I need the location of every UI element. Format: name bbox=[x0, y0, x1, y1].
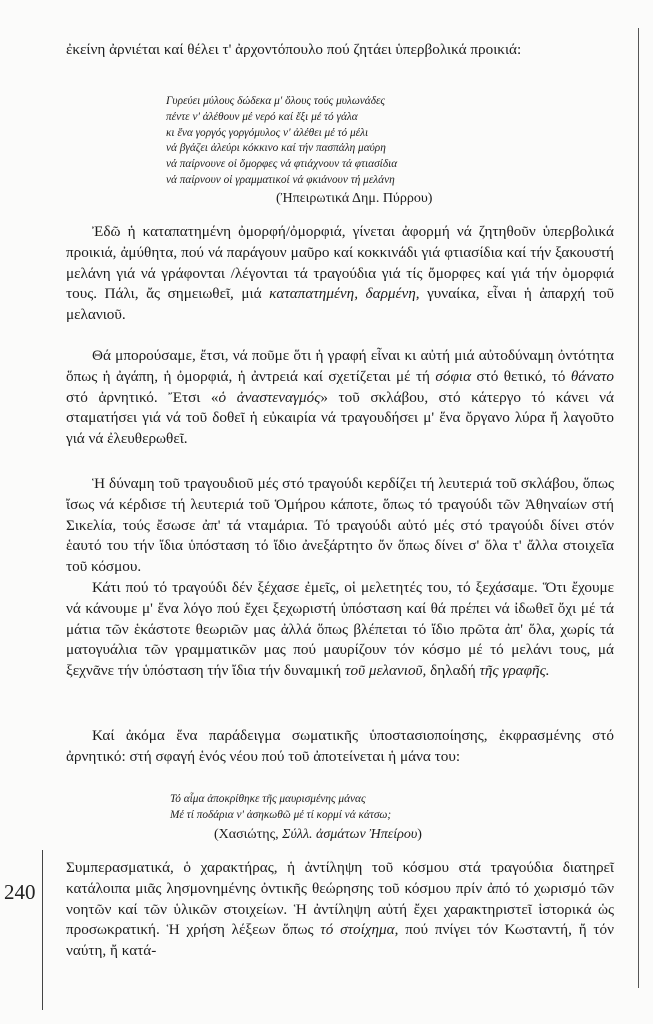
verse-line: νά παίρνουν οἱ γραμματικοί νά φκιάνουν τή μελάνη bbox=[166, 173, 395, 186]
verse-line: Τό αἷμα ἀποκρίθηκε τῆς μαυρισμένης μάνας bbox=[170, 793, 366, 805]
paragraph-5 bbox=[66, 726, 614, 768]
emphasis-text: τό στοίχημα bbox=[320, 921, 395, 939]
emphasis-text: ὁ ἀναστεναγμός bbox=[218, 388, 321, 406]
paragraph-text: » τοῦ σκλάβου, στό κάτεργο τό κάνει νά σταματήσει γιά νά τοῦ δοθεῖ ἡ εὐκαιρία νά τραγουδήσει μ' ἕνα ὄργανο λύρα ἤ λαγοῦτο γιά νά ἐλευθερωθεῖ. bbox=[66, 388, 614, 448]
left-margin-rule bbox=[42, 850, 43, 1010]
paragraph-4 bbox=[66, 578, 614, 682]
verse-line: Γυρεύει μύλους δώδεκα μ' ὅλους τούς μυλωνάδες bbox=[166, 95, 386, 107]
page-number: 240 bbox=[4, 880, 36, 904]
emphasis-text: καταπατημένη, δαρμένη, bbox=[269, 285, 420, 303]
verse-line: πέντε ν' ἀλέθουν μέ νερό καί ἕξι μέ τό γάλα bbox=[166, 110, 358, 123]
emphasis-text: τοῦ μελανιοῦ, bbox=[345, 662, 427, 680]
emphasis-text: σόφια bbox=[435, 367, 472, 385]
paragraph-1 bbox=[66, 222, 614, 326]
right-margin-rule bbox=[638, 28, 639, 988]
verse-line: Μέ τί ποδάρια ν' ἀσηκωθῶ μέ τί κορμί νά κάτσω; bbox=[170, 808, 392, 821]
paragraph-text: Ἐδῶ ἡ καταπατημένη ὀμορφή/ὀμορφιά, γίνεται ἀφορμή νά ζητηθοῦν ὑπερβολικά προικιά, ἀμύθητα, πού νά παράγουν μαῦρο καί κοκκινάδι γιά φτιασίδια καί τήν ξακουστή μελάνη γιά νά γράφονται /λέγονται τά τραγούδια γιά τίς ὄμορφες καί γιά τήν ὀμορφιά τους. Πάλι, ἄς σημειωθεῖ, μιά bbox=[66, 223, 614, 303]
paragraph-text: γυναίκα, εἶναι ἡ ἀπαρχή τοῦ μελανιοῦ. bbox=[66, 285, 614, 324]
paragraph-text: στό θετικό, τό bbox=[471, 367, 571, 385]
verse-line: κι ἕνα γοργός γοργόμυλος ν' ἀλέθει μέ τό μέλι bbox=[166, 126, 369, 139]
intro-paragraph: ἐκείνη ἀρνιέται καί θέλει τ' ἀρχοντόπουλο πού ζητάει ὑπερβολικά προικιά: bbox=[66, 41, 522, 58]
paragraph-2 bbox=[66, 346, 614, 450]
paragraph-text: δηλαδή bbox=[426, 662, 480, 680]
verse-line: νά παίρνουνε οἱ ὄμορφες νά φτιάχνουν τά φτιασίδια bbox=[166, 158, 398, 171]
paragraph-text: Κάτι πού τό τραγούδι δέν ξέχασε ἐμεῖς, οἱ μελετητές του, τό ξεχάσαμε. Ὅτι ἔχουμε νά κάνουμε μ' ἕνα λόγο πού ἔχει ξεχωριστή ὑπόσταση καί θά πρέπει νά ἰδωθεῖ ὄχι μέ τά μάτια τῶν ἑκάστοτε θεωριῶν μας ἀλλά ὅπως βλέπεται τό ἴδιο πρῶτα ἀπ' ὅλα, χωρίς τά ματογυάλια τῶν γραμματικῶν μας πού μαυρίζουν τόν κόσμο μέ τό μελάνι τους, μά ξεχνᾶνε τήν ὑπόσταση τήν ἴδια τήν δυναμική bbox=[66, 579, 614, 680]
verse-1-source: (Ἠπειρωτικά Δημ. Πύρρου) bbox=[276, 191, 433, 206]
paragraph-6 bbox=[66, 858, 614, 962]
verse-block-1 bbox=[166, 94, 566, 189]
paragraph-text: , πού πνίγει τόν Κωσταντή, ἤ τόν ναύτη, ἤ κατά- bbox=[66, 921, 614, 960]
paragraph-text: Συμπερασματικά, ὁ χαρακτήρας, ἡ ἀντίληψη τοῦ κόσμου στά τραγούδια διατηρεῖ κατάλοιπα μιᾶς λησμονημένης ὀντικῆς θεώρησης τοῦ κόσμου πρίν ἀπό τό χωρισμό τῶν νοητῶν καί τῶν ὑλικῶν στοιχείων. Ἡ ἀντίληψη αὐτή ἔχει χαρακτηριστεῖ ἱστορικά ὡς προσωκρατική. Ἡ χρήση λέξεων ὅπως bbox=[66, 859, 614, 939]
emphasis-text: τῆς γραφῆς. bbox=[479, 662, 550, 680]
paragraph-3 bbox=[66, 474, 614, 578]
paragraph-text: Θά μπορούσαμε, ἔτσι, νά ποῦμε ὅτι ἡ γραφή εἶναι κι αὐτή μιά αὐτοδύναμη ὀντότητα ὅπως ἡ ἀγάπη, ἡ ὀμορφιά, ἡ ἀντρειά καί σχετίζεται μέ τή bbox=[66, 347, 614, 385]
paragraph-text: στό ἀρνητικό. Ἔτσι « bbox=[66, 388, 219, 406]
emphasis-text: θάνατο bbox=[570, 367, 614, 385]
paragraph-text: Ἡ δύναμη τοῦ τραγουδιοῦ μές στό τραγούδι κερδίζει τή λευτεριά τοῦ σκλάβου, ὅπως ἴσως νά κέρδισε τή λευτεριά τοῦ Ὁμήρου κάποτε, ὅπως τό τραγούδι τῶν Ἀθηναίων στή Σικελία, τούς ἔσωσε ἀπ' τά νταμάρια. Τό τραγούδι αὐτό μές στό τραγούδι δίνει στόν ἑαυτό του τήν ἴδια ὑπόσταση τό ἴδιο ἀνεξάρτητο ὄν ὅπως δίνει σ' ὅλα τ' ἄλλα στοιχεῖα τοῦ κόσμου. bbox=[66, 475, 614, 576]
verse-2-source: (Χασιώτης, Σύλλ. ἀσμάτων Ἠπείρου) bbox=[214, 827, 422, 842]
paragraph-text: Καί ἀκόμα ἕνα παράδειγμα σωματικῆς ὑποστασιοποίησης, ἐκφρασμένης στό ἀρνητικό: στή σφαγή ἑνός νέου πού τοῦ ἀποτείνεται ἡ μάνα του: bbox=[66, 727, 614, 765]
verse-block-2 bbox=[170, 792, 570, 824]
verse-line: νά βγάζει ἀλεύρι κόκκινο καί τήν πασπάλη μαύρη bbox=[166, 142, 386, 155]
